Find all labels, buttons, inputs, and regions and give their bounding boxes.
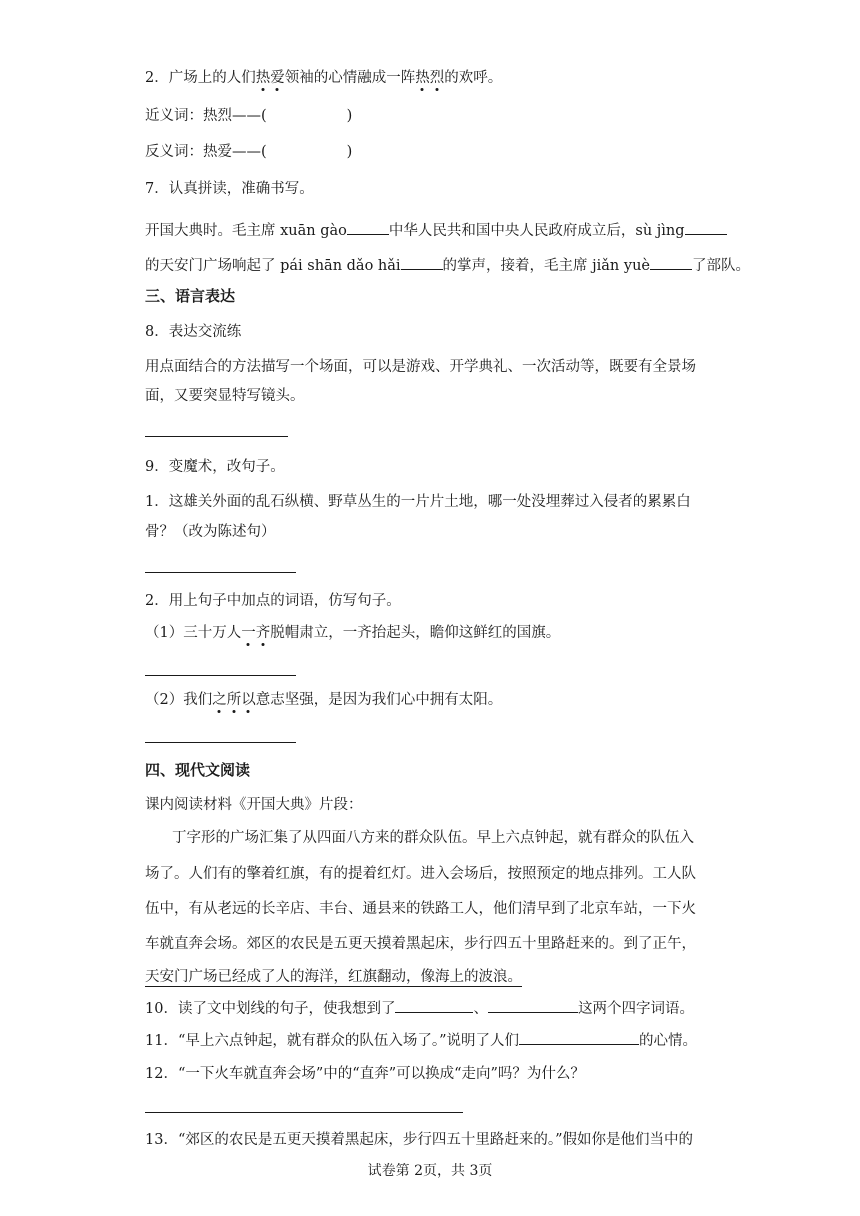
q7-line1: 开国大典时。毛主席 xuān gào 中华人民共和国中央人民政府成立后，sù jìng: [145, 220, 727, 241]
q2-synonym: 近义词：热烈——( ): [145, 108, 353, 124]
reading-para-line: 丁字形的广场汇集了从四面八方来的群众队伍。早上六点钟起，就有群众的队伍入: [172, 830, 694, 846]
answer-blank[interactable]: [401, 255, 443, 270]
answer-blank[interactable]: [395, 998, 473, 1013]
q9-s2-b: （2）我们之所以意志坚强，是因为我们心中拥有太阳。: [145, 692, 503, 708]
emphasis-char: 之: [212, 692, 227, 708]
section-title: 四、现代文阅读: [145, 761, 251, 779]
section-title: 三、语言表达: [145, 287, 236, 305]
q9-s1-line1: 1．这雄关外面的乱石纵横、野草丛生的一片片土地，哪一处没埋葬过入侵者的累累白: [145, 494, 691, 510]
emphasis-char: 齐: [255, 625, 271, 641]
reading-para-line-underlined: 天安门广场已经成了人的海洋，红旗翻动，像海上的波浪。: [145, 969, 522, 985]
emphasis-char: 热: [255, 70, 271, 86]
answer-blank[interactable]: [650, 255, 692, 270]
emphasis-char: 以: [241, 692, 256, 708]
q9-s2-title: 2．用上句子中加点的词语，仿写句子。: [145, 593, 401, 609]
q8-line2: 面，又要突显特写镜头。: [145, 388, 305, 404]
q11: 11．“早上六点钟起，就有群众的队伍入场了。”说明了人们 的心情。: [145, 1030, 697, 1051]
answer-line[interactable]: [145, 1112, 463, 1113]
answer-line[interactable]: [145, 742, 296, 743]
q2-sentence: 2．广场上的人们热爱领袖的心情融成一阵热烈的欢呼。: [145, 70, 503, 86]
reading-para-line: 伍中，有从老远的长辛店、丰台、通县来的铁路工人，他们清早到了北京车站，一下火: [145, 901, 696, 917]
q7-title: 7．认真拼读，准确书写。: [145, 181, 314, 197]
q9-title: 9．变魔术，改句子。: [145, 459, 285, 475]
reading-intro: 课内阅读材料《开国大典》片段：: [145, 797, 363, 813]
answer-line[interactable]: [145, 436, 288, 437]
q8-line1: 用点面结合的方法描写一个场面，可以是游戏、开学典礼、一次活动等，既要有全景场: [145, 359, 696, 375]
emphasis-char: 烈: [429, 70, 445, 86]
answer-line[interactable]: [145, 572, 296, 573]
q7-line2: 的天安门广场响起了 pái shān dǎo hǎi 的掌声，接着，毛主席 jiǎn yuè 了部队。: [145, 255, 750, 276]
answer-line[interactable]: [145, 675, 296, 676]
answer-blank[interactable]: [347, 220, 389, 235]
q9-s2-a: （1）三十万人一齐脱帽肃立，一齐抬起头，瞻仰这鲜红的国旗。: [145, 625, 561, 641]
q2-antonym: 反义词：热爱——( ): [145, 144, 353, 160]
page-footer: 试卷第 2页，共 3页: [367, 1163, 493, 1179]
q9-s1-line2: 骨？（改为陈述句）: [145, 524, 276, 540]
reading-para-line: 场了。人们有的擎着红旗，有的提着红灯。进入会场后，按照预定的地点排列。工人队: [145, 866, 696, 882]
q8-title: 8．表达交流练: [145, 324, 242, 340]
emphasis-char: 一: [241, 625, 256, 641]
answer-blank[interactable]: [685, 220, 727, 235]
q12: 12．“一下火车就直奔会场”中的“直奔”可以换成“走向”吗？为什么？: [145, 1066, 585, 1082]
emphasis-char: 爱: [270, 70, 285, 86]
emphasis-char: 所: [226, 692, 242, 708]
emphasis-char: 热: [415, 70, 430, 86]
q10: 10．读了文中划线的句子，使我想到了 、 这两个四字词语。: [145, 998, 694, 1019]
reading-para-line: 车就直奔会场。郊区的农民是五更天摸着黑起床，步行四五十里路赶来的。到了正午，: [145, 936, 696, 952]
answer-blank[interactable]: [519, 1030, 639, 1045]
answer-blank[interactable]: [488, 998, 578, 1013]
q13: 13．“郊区的农民是五更天摸着黑起床，步行四五十里路赶来的。”假如你是他们当中的: [145, 1132, 694, 1148]
